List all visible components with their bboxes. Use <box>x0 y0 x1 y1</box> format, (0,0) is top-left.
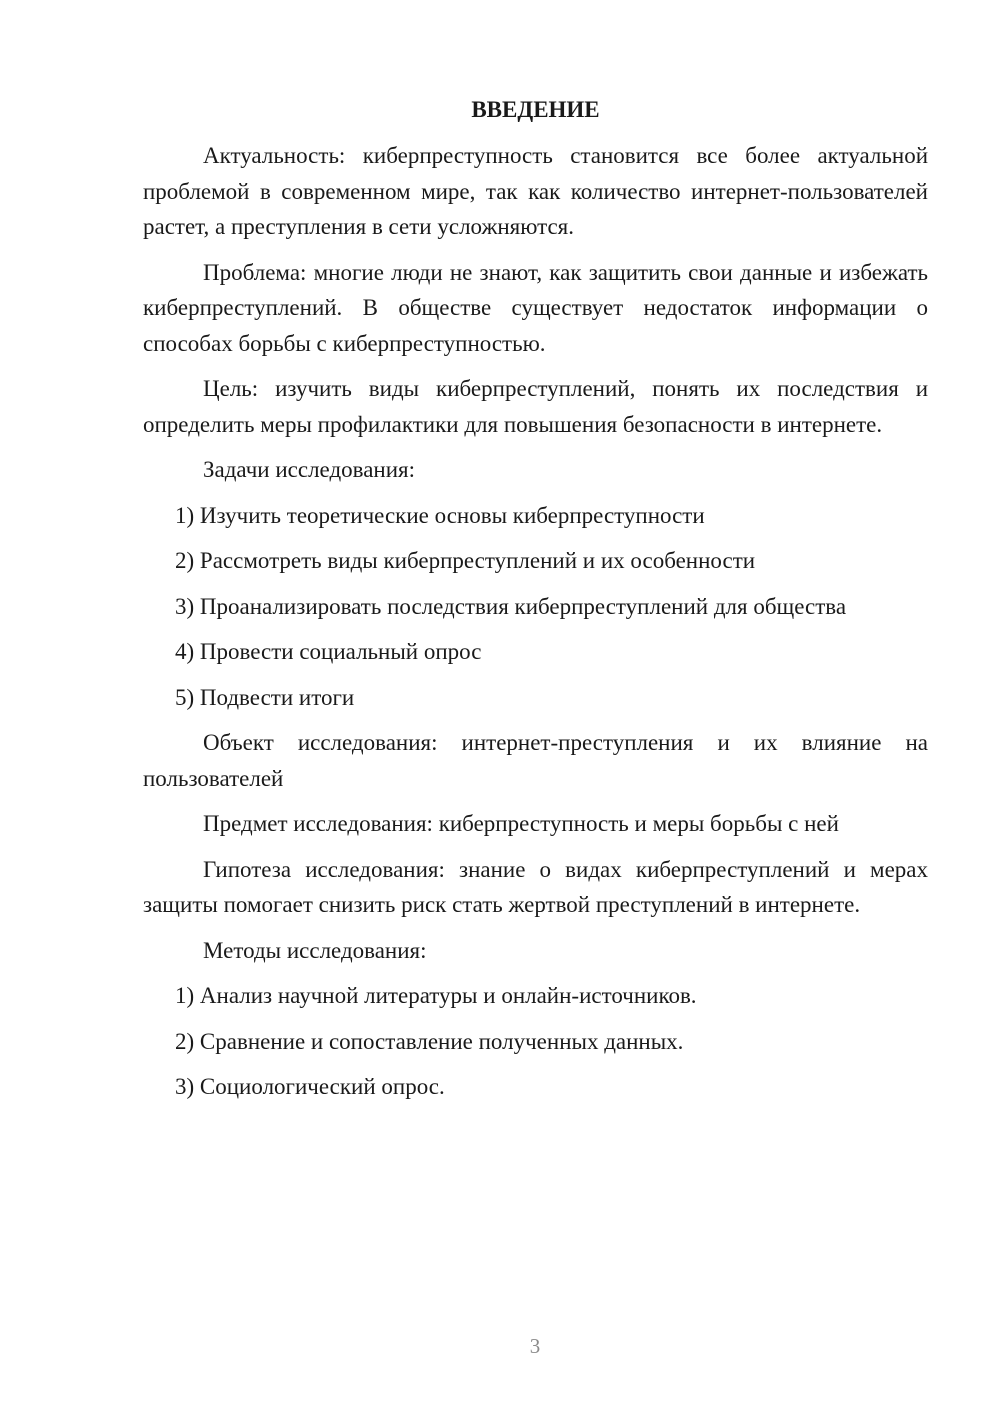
list-item: 1) Анализ научной литературы и онлайн-источников. <box>175 983 697 1008</box>
goal-paragraph: Цель: изучить виды киберпреступлений, понять их последствия и определить меры профилактики для повышения безопасности в интернете. <box>143 376 928 437</box>
tasks-title: Задачи исследования: <box>203 457 416 482</box>
list-item: 3) Социологический опрос. <box>175 1074 445 1099</box>
page-content <box>143 92 928 1115</box>
subject-paragraph: Предмет исследования: киберпреступность и меры борьбы с ней <box>203 811 839 836</box>
list-item: 2) Рассмотреть виды киберпреступлений и их особенности <box>175 548 756 573</box>
relevance-paragraph: Актуальность: киберпреступность становится все более актуальной проблемой в современном мире, так как количество интернет-пользователей растет, а преступления в сети усложняются. <box>143 143 928 239</box>
tasks-list <box>143 498 928 716</box>
list-item: 4) Провести социальный опрос <box>175 639 482 664</box>
section-heading: ВВЕДЕНИЕ <box>471 97 600 122</box>
methods-list <box>143 978 928 1105</box>
problem-paragraph: Проблема: многие люди не знают, как защитить свои данные и избежать киберпреступлений. В обществе существует недостаток информации о способах борьбы с киберпреступностью. <box>143 259 928 356</box>
list-item: 1) Изучить теоретические основы киберпреступности <box>175 502 705 528</box>
list-item: 2) Сравнение и сопоставление полученных данных. <box>175 1028 684 1054</box>
list-item: 5) Подвести итоги <box>175 684 355 710</box>
methods-title: Методы исследования: <box>203 937 427 963</box>
object-paragraph: Объект исследования: интернет-преступления и их влияние на пользователей <box>143 730 928 791</box>
page-number: 3 <box>529 1334 541 1358</box>
list-item: 3) Проанализировать последствия киберпреступлений для общества <box>175 593 847 619</box>
hypothesis-paragraph: Гипотеза исследования: знание о видах киберпреступлений и мерах защиты помогает снизить риск стать жертвой преступлений в интернете. <box>143 856 928 917</box>
